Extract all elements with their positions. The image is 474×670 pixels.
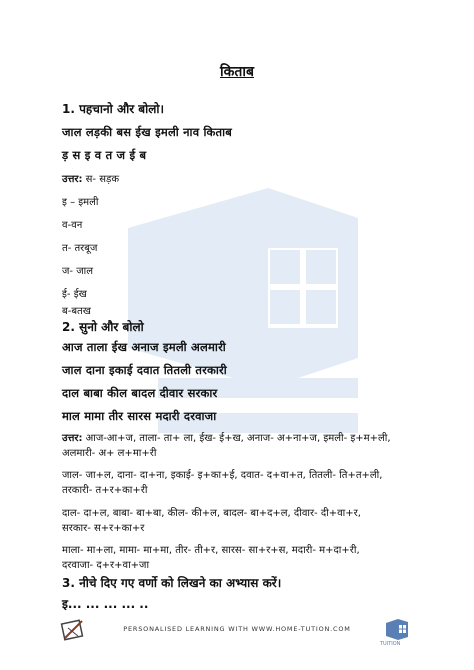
answer-label: उत्तर: xyxy=(62,433,83,444)
answer-line: तरकारी- त+र+का+री xyxy=(62,485,148,496)
answer-paragraph xyxy=(62,506,422,536)
answer-line: माला- मा+ला, मामा- मा+मा, तीर- ती+र, सारस- सा+र+स, मदारी- म+दा+री, xyxy=(62,545,360,556)
answer-item: व-वन xyxy=(62,220,83,231)
word-row: जाल दाना इकाई दवात तितली तरकारी xyxy=(62,363,227,377)
answer-item: ज- जाल xyxy=(62,266,93,277)
answer-paragraph xyxy=(62,431,422,461)
answer-line: दरवाजा- द+र+वा+जा xyxy=(62,560,150,571)
answer-item: त- तरबूज xyxy=(62,243,98,254)
word-row: माल मामा तीर सारस मदारी दरवाजा xyxy=(62,409,217,423)
answer-line: अलमारी- अ+ ल+मा+री xyxy=(62,448,157,459)
answer-item: इ – इमली xyxy=(62,197,99,208)
answer-item: ब-बतख xyxy=(62,306,91,317)
answer-line: सरकार- स+र+का+र xyxy=(62,523,145,534)
word-row: दाल बाबा कील बादल दीवार सरकार xyxy=(62,386,218,400)
section2-heading: 2. सुनो और बोलो xyxy=(62,320,144,334)
logo-text: TUITION xyxy=(380,641,401,647)
section1-words: जाल लड़की बस ईख इमली नाव किताब xyxy=(62,125,233,139)
answer-paragraph xyxy=(62,468,422,498)
section1-letters: ड़ स इ व त ज ई ब xyxy=(62,148,147,162)
answer-paragraph xyxy=(62,543,422,573)
section3-heading: 3. नीचे दिए गए वर्णो को लिखने का अभ्यास करें। xyxy=(62,576,282,590)
page-title: किताब xyxy=(220,64,254,80)
section1-answer-line xyxy=(62,171,119,185)
answer-item: ई- ईख xyxy=(62,289,87,300)
answer-line: जाल- जा+ल, दाना- दा+ना, इकाई- इ+का+ई, दवात- द+वा+त, तितली- ति+त+ली, xyxy=(62,470,383,481)
answer-line: दाल- दा+ल, बाबा- बा+बा, कील- की+ल, बादल- बा+द+ल, दीवार- दी+वा+र, xyxy=(62,508,361,519)
answer-line: आज-आ+ज, ताला- ता+ ला, ईख- ई+ख, अनाज- अ+ना+ज, इमली- इ+म+ली, xyxy=(85,433,391,444)
section1-heading: 1. पहचानो और बोलो। xyxy=(62,102,165,116)
answer-item: स- सड़क xyxy=(85,174,120,185)
word-row: आज ताला ईख अनाज इमली अलमारी xyxy=(62,340,226,354)
footer-text: PERSONALISED LEARNING WITH WWW.HOME-TUTION.COM xyxy=(123,625,351,633)
practice-line: इ... ... ... ... .. xyxy=(62,597,149,611)
answer-label: उत्तर: xyxy=(62,174,83,185)
